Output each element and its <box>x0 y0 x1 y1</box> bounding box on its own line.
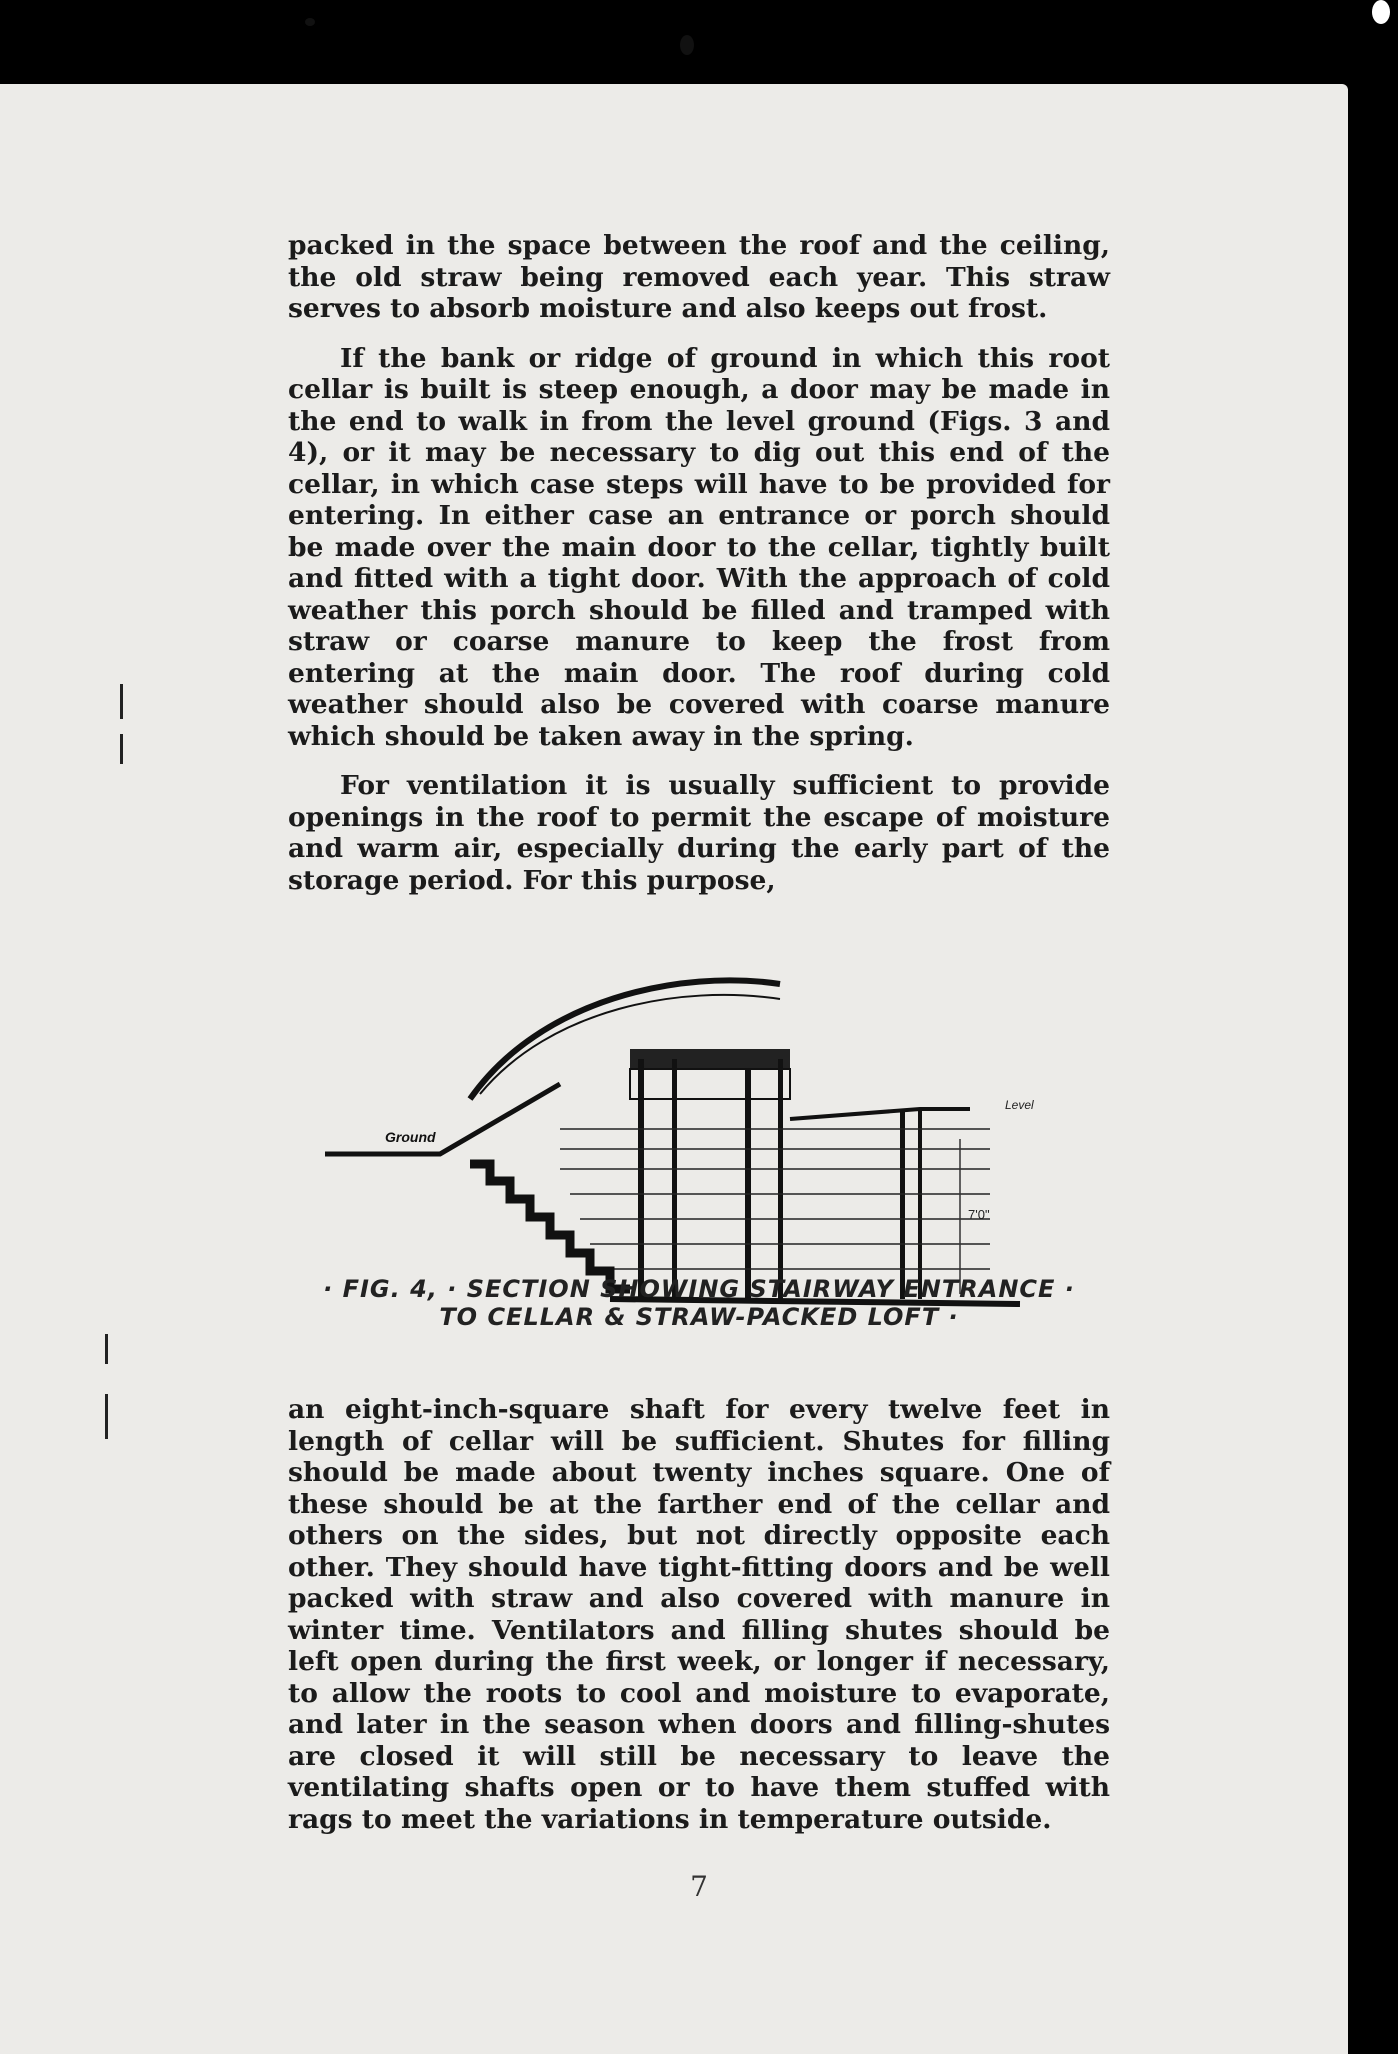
ground-label: Ground <box>385 1129 436 1145</box>
margin-mark <box>120 684 123 719</box>
cellar-section-figure <box>320 959 1040 1319</box>
document-page <box>0 84 1348 2054</box>
paragraph-1: packed in the space between the roof and the ceiling, the old straw being removed each year. This straw serves to absorb moisture and also keeps out frost. <box>288 230 1110 324</box>
paragraph-3: For ventilation it is usually sufficient to provide openings in the roof to permit the escape of moisture and warm air, especially during the early part of the storage period. For this purpose, <box>288 770 1110 896</box>
margin-mark <box>120 734 123 764</box>
paragraph-2: If the bank or ridge of ground in which this root cellar is built is steep enough, a door may be made in the end to walk in from the level ground (Figs. 3 and 4), or it may be necessary to dig out this end of the cellar, in which case steps will have to be provided for entering. In either case an entrance or porch should be made over the main door to the cellar, tightly built and fitted with a tight door. With the approach of cold weather this porch should be filled and tramped with straw or coarse manure to keep the frost from entering at the main door. The roof during cold weather should also be covered with coarse manure which should be taken away in the spring. <box>288 342 1110 752</box>
height-label: 7'0" <box>968 1207 990 1222</box>
body-text-bottom <box>288 1394 1110 1835</box>
page-number: 7 <box>690 1870 708 1903</box>
level-label: Level <box>1005 1098 1034 1112</box>
figure-caption-line-2: TO CELLAR & STRAW-PACKED LOFT · <box>439 1303 959 1331</box>
figure-caption-line-1: · FIG. 4, · SECTION SHOWING STAIRWAY ENTRANCE · <box>323 1275 1075 1303</box>
body-text-top <box>288 230 1110 896</box>
scan-speck <box>680 35 694 55</box>
margin-mark <box>105 1334 108 1364</box>
paragraph-4: an eight-inch-square shaft for every twelve feet in length of cellar will be sufficient. Shutes for filling should be made about twenty inches square. One of these should be at the farther end of the cellar and others on the sides, but not directly opposite each other. They should have tight-fitting doors and be well packed with straw and also covered with manure in winter time. Ventilators and filling shutes should be left open during the first week, or longer if necessary, to allow the roots to cool and moisture to evaporate, and later in the season when doors and filling-shutes are closed it will still be necessary to leave the ventilating shafts open or to have them stuffed with rags to meet the variations in temperature outside. <box>288 1394 1110 1835</box>
scan-speck <box>305 18 315 26</box>
scan-speck <box>1372 0 1390 24</box>
margin-mark <box>105 1394 108 1439</box>
